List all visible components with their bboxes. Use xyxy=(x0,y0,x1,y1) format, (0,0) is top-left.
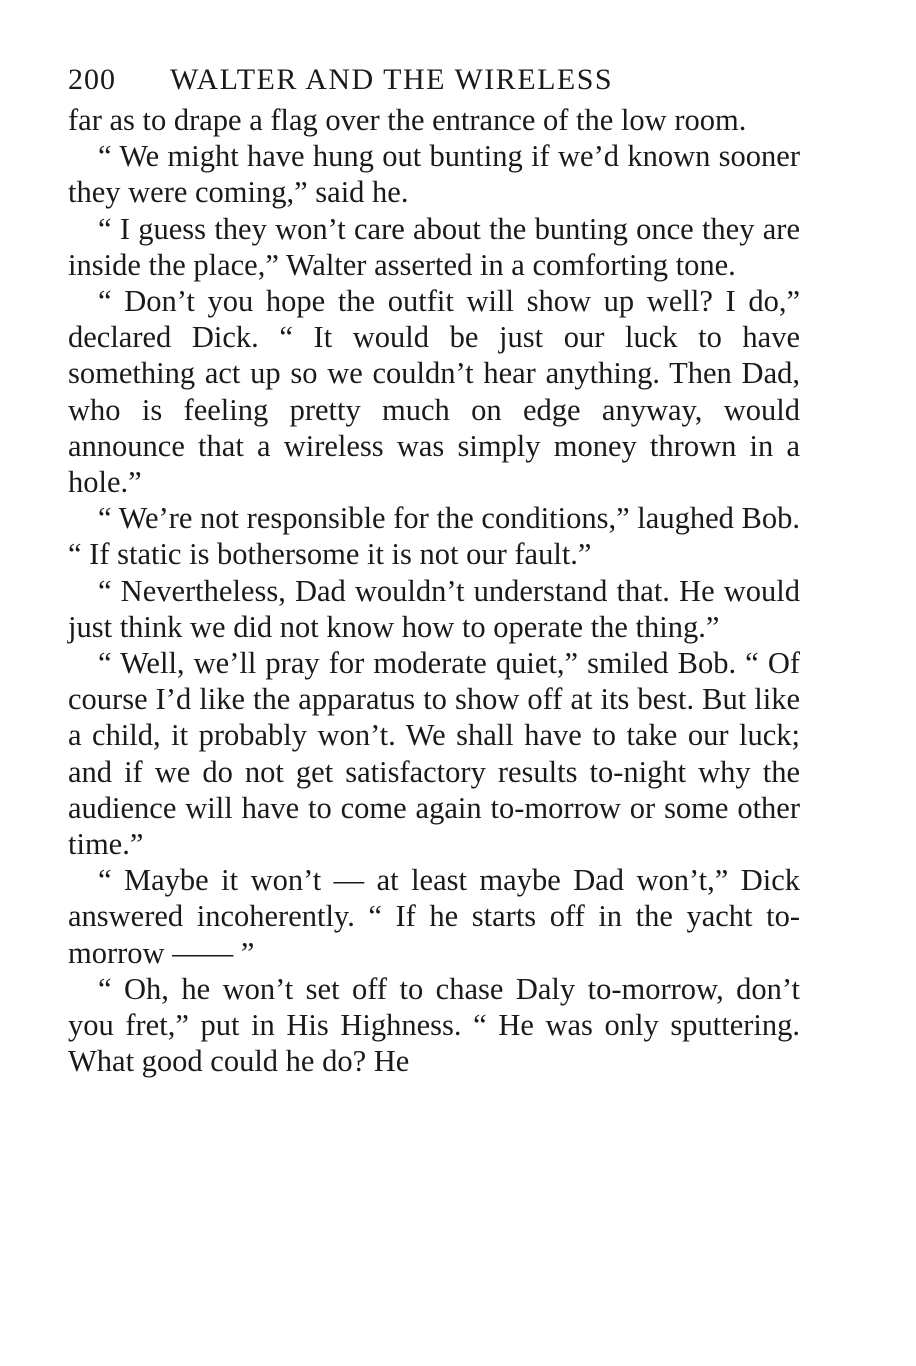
paragraph: “ We’re not responsible for the conditions,” laughed Bob. “ If static is bothersome it is not our fault.” xyxy=(68,501,800,572)
paragraph: “ I guess they won’t care about the bunting once they are inside the place,” Walter asserted in a comforting tone. xyxy=(68,211,800,282)
body-text xyxy=(68,102,800,1079)
page-number: 200 xyxy=(68,63,116,96)
paragraph: far as to drape a flag over the entrance of the low room. xyxy=(68,103,747,137)
paragraph: “ Well, we’ll pray for moderate quiet,” smiled Bob. “ Of course I’d like the apparatus to show off at its best. But like a child, it probably won’t. We shall have to take our luck; and if we do not get satisfactory results to-night why the audience will have to come again to-morrow or some other time.” xyxy=(68,646,800,862)
running-title: WALTER AND THE WIRELESS xyxy=(170,63,614,96)
paragraph: “ Maybe it won’t — at least maybe Dad won’t,” Dick answered incoherently. “ If he starts off in the yacht to-morrow —— ” xyxy=(68,863,800,970)
paragraph: “ Don’t you hope the outfit will show up well? I do,” declared Dick. “ It would be just our luck to have something act up so we couldn’t hear anything. Then Dad, who is feeling pretty much on edge anyway, would announce that a wireless was simply money thrown in a hole.” xyxy=(68,284,800,500)
book-page xyxy=(68,58,800,1079)
running-head xyxy=(68,58,800,102)
paragraph: “ Oh, he won’t set off to chase Daly to-morrow, don’t you fret,” put in His Highness. “ He was only sputtering. What good could he do? He xyxy=(68,971,800,1079)
paragraph: “ We might have hung out bunting if we’d known sooner they were coming,” said he. xyxy=(68,139,800,210)
paragraph: “ Nevertheless, Dad wouldn’t understand that. He would just think we did not know how to operate the thing.” xyxy=(68,573,800,644)
